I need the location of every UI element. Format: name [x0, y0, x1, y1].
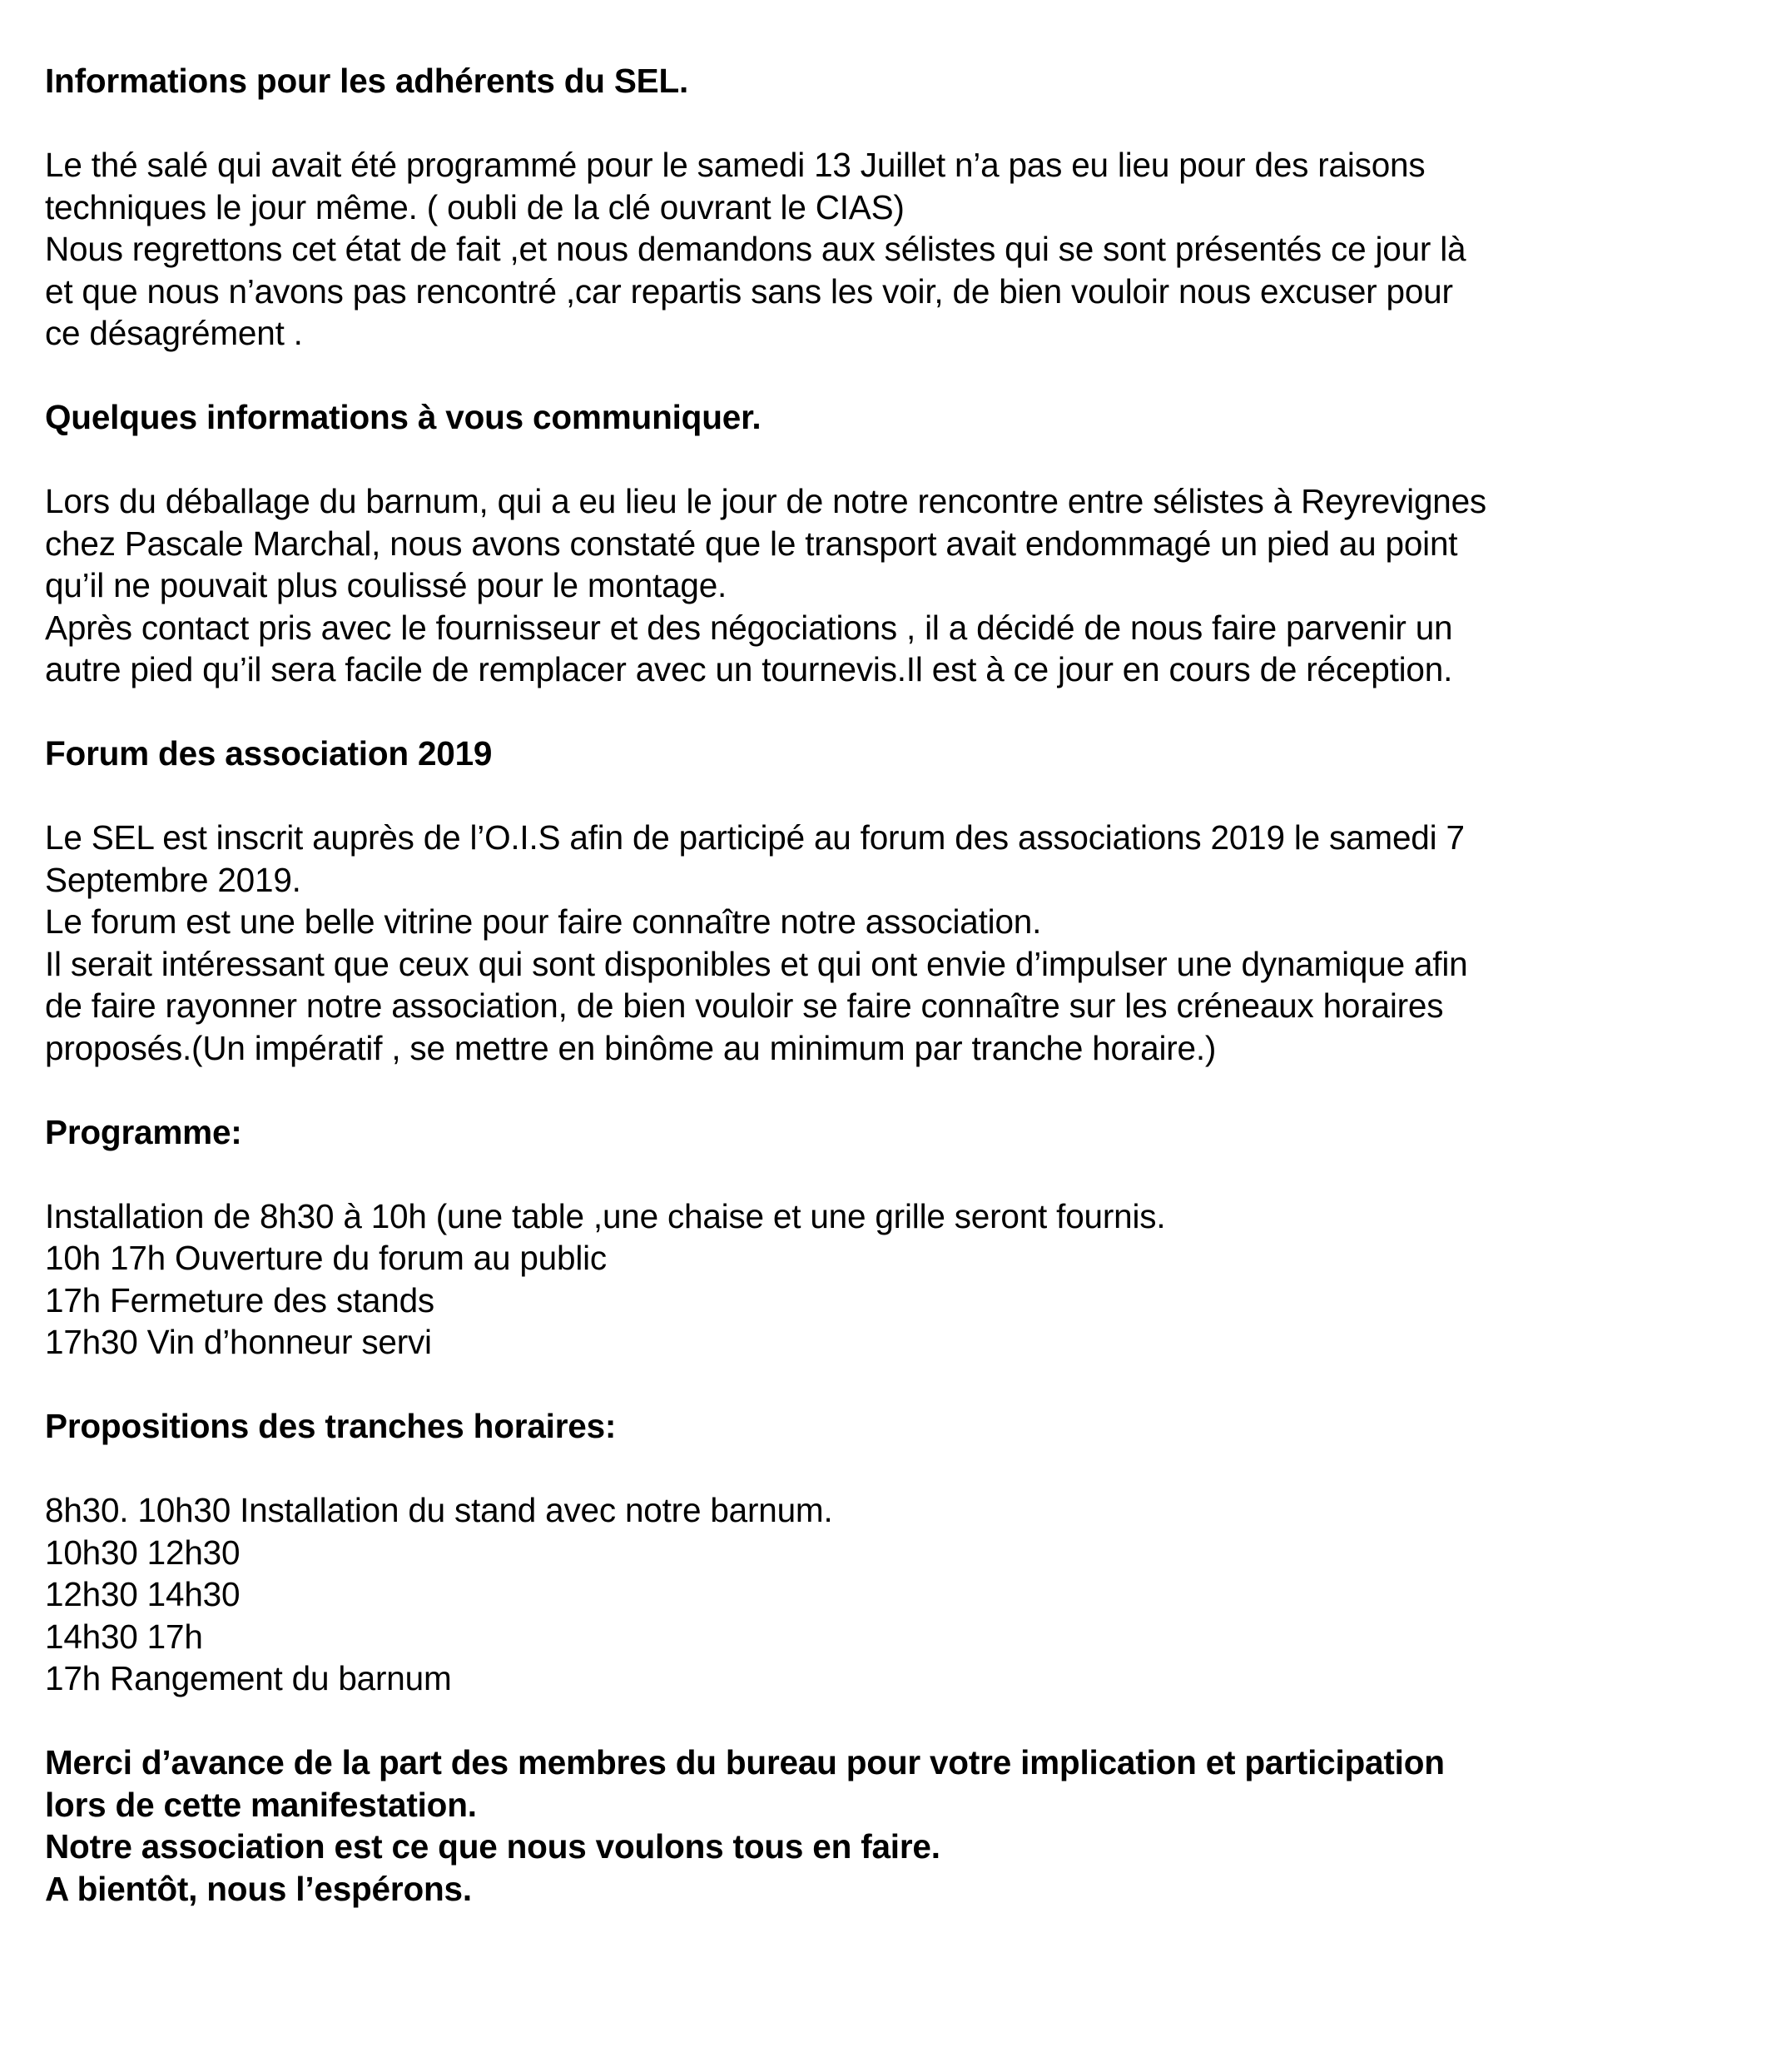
text-line: de faire rayonner notre association, de bien vouloir se faire connaître sur les créneaux horaires	[45, 986, 1444, 1025]
paragraph-gap	[45, 102, 1743, 145]
programme-item: 17h Fermeture des stands	[45, 1280, 434, 1319]
closing-line: lors de cette manifestation.	[45, 1785, 477, 1824]
time-slot-item: 14h30 17h	[45, 1617, 203, 1656]
time-slot-item: 8h30. 10h30 Installation du stand avec notre barnum.	[45, 1491, 833, 1529]
programme-list	[45, 1195, 1743, 1364]
text-line: Après contact pris avec le fournisseur et des négociations , il a décidé de nous faire parvenir un	[45, 608, 1453, 647]
paragraph-gap	[45, 1069, 1743, 1111]
text-line: Le SEL est inscrit auprès de l’O.I.S afin de participé au forum des associations 2019 le samedi 7	[45, 818, 1465, 857]
section-heading-tranches-horaires: Propositions des tranches horaires:	[45, 1407, 617, 1445]
closing-message	[45, 1742, 1743, 1910]
time-slot-list	[45, 1489, 1743, 1700]
programme-item: Installation de 8h30 à 10h (une table ,une chaise et une grille seront fournis.	[45, 1196, 1166, 1235]
time-slot-item: 17h Rangement du barnum	[45, 1659, 452, 1697]
paragraph-gap	[45, 355, 1743, 397]
text-line: Nous regrettons cet état de fait ,et nous demandons aux sélistes qui se sont présentés ce jour là	[45, 230, 1466, 268]
paragraph-gap	[45, 1448, 1743, 1490]
text-line: Septembre 2019.	[45, 860, 301, 899]
text-line: techniques le jour même. ( oubli de la clé ouvrant le CIAS)	[45, 187, 905, 226]
text-line: chez Pascale Marchal, nous avons constaté que le transport avait endommagé un pied au point	[45, 524, 1458, 563]
paragraph-gap	[45, 439, 1743, 481]
paragraph-gap	[45, 775, 1743, 817]
paragraph-gap	[45, 691, 1743, 733]
text-line: Il serait intéressant que ceux qui sont disponibles et qui ont envie d’impulser une dynamique afin	[45, 944, 1468, 983]
time-slot-item: 12h30 14h30	[45, 1575, 241, 1613]
paragraph-the-sale	[45, 144, 1743, 355]
paragraph-forum	[45, 817, 1743, 1069]
programme-item: 17h30 Vin d’honneur servi	[45, 1323, 432, 1361]
paragraph-gap	[45, 1700, 1743, 1742]
text-line: ce désagrément .	[45, 314, 303, 352]
text-line: qu’il ne pouvait plus coulissé pour le montage.	[45, 566, 727, 604]
closing-line: Notre association est ce que nous voulons tous en faire.	[45, 1827, 940, 1866]
text-line: autre pied qu’il sera facile de remplacer avec un tournevis.Il est à ce jour en cours de réception.	[45, 650, 1453, 688]
paragraph-gap	[45, 1364, 1743, 1406]
section-heading-quelques-informations: Quelques informations à vous communiquer.	[45, 398, 762, 436]
paragraph-gap	[45, 1153, 1743, 1195]
text-line: Le forum est une belle vitrine pour faire connaître notre association.	[45, 902, 1042, 941]
closing-line: A bientôt, nous l’espérons.	[45, 1869, 472, 1908]
section-heading-programme: Programme:	[45, 1112, 242, 1151]
section-heading-informations: Informations pour les adhérents du SEL.	[45, 62, 689, 100]
section-heading-forum: Forum des association 2019	[45, 734, 493, 773]
text-line: et que nous n’avons pas rencontré ,car repartis sans les voir, de bien vouloir nous excuser pour	[45, 271, 1453, 311]
time-slot-item: 10h30 12h30	[45, 1533, 241, 1572]
paragraph-barnum	[45, 480, 1743, 691]
text-line: Le thé salé qui avait été programmé pour le samedi 13 Juillet n’a pas eu lieu pour des raisons	[45, 146, 1426, 184]
text-line: Lors du déballage du barnum, qui a eu lieu le jour de notre rencontre entre sélistes à Reyrevignes	[45, 482, 1486, 520]
document-page	[45, 60, 1743, 1910]
programme-item: 10h 17h Ouverture du forum au public	[45, 1239, 607, 1277]
text-line: proposés.(Un impératif , se mettre en binôme au minimum par tranche horaire.)	[45, 1028, 1217, 1067]
closing-line: Merci d’avance de la part des membres du bureau pour votre implication et participation	[45, 1743, 1445, 1781]
